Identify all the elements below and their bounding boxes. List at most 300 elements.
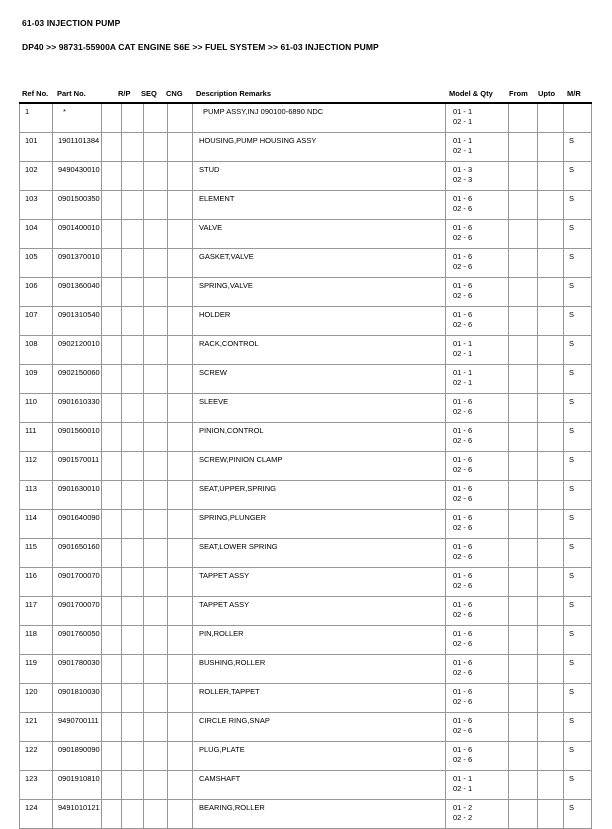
description-cell: ROLLER,TAPPET bbox=[193, 684, 446, 713]
model-qty-line: 02 - 1 bbox=[453, 378, 473, 387]
model-qty-cell bbox=[446, 452, 509, 481]
blank-cell bbox=[102, 597, 122, 626]
model-qty-line: 01 - 1 bbox=[453, 368, 473, 377]
model-qty-line: 01 - 6 bbox=[453, 629, 473, 638]
upto-cell bbox=[538, 191, 564, 220]
part-no-cell: 0902120010 bbox=[53, 336, 102, 365]
from-cell bbox=[509, 742, 538, 771]
table-row bbox=[20, 568, 592, 597]
rp-cell bbox=[122, 191, 144, 220]
table-row bbox=[20, 771, 592, 800]
blank-cell bbox=[102, 278, 122, 307]
model-qty-cell bbox=[446, 510, 509, 539]
cng-cell bbox=[168, 452, 193, 481]
from-cell bbox=[509, 655, 538, 684]
model-qty-cell bbox=[446, 278, 509, 307]
rp-cell bbox=[122, 103, 144, 133]
blank-cell bbox=[102, 307, 122, 336]
model-qty-line: 01 - 6 bbox=[453, 658, 473, 667]
part-no-cell: 0901760050 bbox=[53, 626, 102, 655]
ref-no-cell: 108 bbox=[20, 336, 53, 365]
description-cell: SCREW,PINION CLAMP bbox=[193, 452, 446, 481]
seq-cell bbox=[144, 481, 168, 510]
part-no-cell: 0901310540 bbox=[53, 307, 102, 336]
seq-cell bbox=[144, 394, 168, 423]
from-cell bbox=[509, 597, 538, 626]
ref-no-cell: 110 bbox=[20, 394, 53, 423]
mr-cell: S bbox=[564, 191, 592, 220]
model-qty-line: 02 - 6 bbox=[453, 465, 473, 474]
table-row bbox=[20, 191, 592, 220]
blank-cell bbox=[102, 568, 122, 597]
rp-cell bbox=[122, 220, 144, 249]
ref-no-cell: 122 bbox=[20, 742, 53, 771]
rp-cell bbox=[122, 133, 144, 162]
part-no-cell: 0901400010 bbox=[53, 220, 102, 249]
model-qty-line: 02 - 6 bbox=[453, 291, 473, 300]
part-no-cell: 0901370010 bbox=[53, 249, 102, 278]
description-cell: TAPPET ASSY bbox=[193, 597, 446, 626]
model-qty-cell bbox=[446, 249, 509, 278]
rp-cell bbox=[122, 597, 144, 626]
cng-cell bbox=[168, 626, 193, 655]
part-no-cell: 0901650160 bbox=[53, 539, 102, 568]
mr-cell: S bbox=[564, 568, 592, 597]
cng-cell bbox=[168, 713, 193, 742]
ref-no-cell: 102 bbox=[20, 162, 53, 191]
model-qty-line: 01 - 2 bbox=[453, 803, 473, 812]
model-qty-cell bbox=[446, 162, 509, 191]
from-cell bbox=[509, 162, 538, 191]
mr-cell: S bbox=[564, 220, 592, 249]
model-qty-cell bbox=[446, 191, 509, 220]
model-qty-cell bbox=[446, 423, 509, 452]
cng-cell bbox=[168, 220, 193, 249]
table-row bbox=[20, 539, 592, 568]
model-qty-cell bbox=[446, 394, 509, 423]
from-cell bbox=[509, 452, 538, 481]
part-no-cell: * bbox=[53, 103, 102, 133]
ref-no-cell: 112 bbox=[20, 452, 53, 481]
upto-cell bbox=[538, 713, 564, 742]
ref-no-cell: 123 bbox=[20, 771, 53, 800]
part-no-cell: 1901101384 bbox=[53, 133, 102, 162]
ref-no-cell: 124 bbox=[20, 800, 53, 829]
model-qty-line: 02 - 1 bbox=[453, 784, 473, 793]
page-title: 61-03 INJECTION PUMP bbox=[22, 18, 121, 28]
part-no-cell: 0901570011 bbox=[53, 452, 102, 481]
seq-cell bbox=[144, 452, 168, 481]
mr-cell bbox=[564, 103, 592, 133]
upto-cell bbox=[538, 278, 564, 307]
table-row bbox=[20, 133, 592, 162]
cng-cell bbox=[168, 249, 193, 278]
cng-cell bbox=[168, 597, 193, 626]
upto-cell bbox=[538, 742, 564, 771]
seq-cell bbox=[144, 249, 168, 278]
cng-cell bbox=[168, 800, 193, 829]
model-qty-line: 01 - 6 bbox=[453, 455, 473, 464]
part-no-cell: 0901890090 bbox=[53, 742, 102, 771]
blank-cell bbox=[102, 481, 122, 510]
from-cell bbox=[509, 278, 538, 307]
seq-cell bbox=[144, 191, 168, 220]
part-no-cell: 0901700070 bbox=[53, 568, 102, 597]
seq-cell bbox=[144, 336, 168, 365]
ref-no-cell: 101 bbox=[20, 133, 53, 162]
column-header-upto: Upto bbox=[538, 89, 556, 98]
upto-cell bbox=[538, 307, 564, 336]
rp-cell bbox=[122, 771, 144, 800]
seq-cell bbox=[144, 539, 168, 568]
upto-cell bbox=[538, 800, 564, 829]
model-qty-line: 02 - 6 bbox=[453, 755, 473, 764]
cng-cell bbox=[168, 162, 193, 191]
description-cell: SCREW bbox=[193, 365, 446, 394]
rp-cell bbox=[122, 684, 144, 713]
blank-cell bbox=[102, 394, 122, 423]
model-qty-line: 02 - 6 bbox=[453, 494, 473, 503]
blank-cell bbox=[102, 423, 122, 452]
model-qty-line: 01 - 1 bbox=[453, 774, 473, 783]
mr-cell: S bbox=[564, 800, 592, 829]
model-qty-line: 01 - 6 bbox=[453, 600, 473, 609]
table-row bbox=[20, 249, 592, 278]
table-column-headers bbox=[0, 89, 612, 101]
blank-cell bbox=[102, 452, 122, 481]
model-qty-line: 02 - 6 bbox=[453, 697, 473, 706]
seq-cell bbox=[144, 626, 168, 655]
table-row bbox=[20, 742, 592, 771]
seq-cell bbox=[144, 655, 168, 684]
model-qty-line: 02 - 6 bbox=[453, 436, 473, 445]
mr-cell: S bbox=[564, 133, 592, 162]
cng-cell bbox=[168, 278, 193, 307]
rp-cell bbox=[122, 423, 144, 452]
seq-cell bbox=[144, 103, 168, 133]
ref-no-cell: 1 bbox=[20, 103, 53, 133]
blank-cell bbox=[102, 510, 122, 539]
seq-cell bbox=[144, 771, 168, 800]
model-qty-line: 01 - 6 bbox=[453, 571, 473, 580]
seq-cell bbox=[144, 597, 168, 626]
rp-cell bbox=[122, 481, 144, 510]
model-qty-line: 02 - 6 bbox=[453, 639, 473, 648]
part-no-cell: 0901360040 bbox=[53, 278, 102, 307]
description-cell: PUMP ASSY,INJ 090100-6890 NDC bbox=[193, 103, 446, 133]
ref-no-cell: 115 bbox=[20, 539, 53, 568]
part-no-cell: 0901780030 bbox=[53, 655, 102, 684]
from-cell bbox=[509, 481, 538, 510]
part-no-cell: 9490430010 bbox=[53, 162, 102, 191]
model-qty-cell bbox=[446, 800, 509, 829]
column-header-model-qty: Model & Qty bbox=[449, 89, 493, 98]
model-qty-line: 02 - 6 bbox=[453, 610, 473, 619]
description-cell: SLEEVE bbox=[193, 394, 446, 423]
model-qty-cell bbox=[446, 771, 509, 800]
rp-cell bbox=[122, 539, 144, 568]
description-cell: HOLDER bbox=[193, 307, 446, 336]
model-qty-line: 02 - 6 bbox=[453, 407, 473, 416]
rp-cell bbox=[122, 278, 144, 307]
seq-cell bbox=[144, 684, 168, 713]
column-header-cng: CNG bbox=[166, 89, 183, 98]
ref-no-cell: 113 bbox=[20, 481, 53, 510]
cng-cell bbox=[168, 365, 193, 394]
cng-cell bbox=[168, 742, 193, 771]
from-cell bbox=[509, 249, 538, 278]
part-no-cell: 9491010121 bbox=[53, 800, 102, 829]
ref-no-cell: 109 bbox=[20, 365, 53, 394]
description-cell: ELEMENT bbox=[193, 191, 446, 220]
mr-cell: S bbox=[564, 539, 592, 568]
model-qty-line: 01 - 6 bbox=[453, 397, 473, 406]
seq-cell bbox=[144, 365, 168, 394]
model-qty-line: 01 - 6 bbox=[453, 745, 473, 754]
parts-table-body bbox=[20, 103, 592, 829]
model-qty-cell bbox=[446, 220, 509, 249]
cng-cell bbox=[168, 423, 193, 452]
upto-cell bbox=[538, 103, 564, 133]
table-row bbox=[20, 103, 592, 133]
table-row bbox=[20, 684, 592, 713]
ref-no-cell: 104 bbox=[20, 220, 53, 249]
from-cell bbox=[509, 568, 538, 597]
table-row bbox=[20, 394, 592, 423]
part-no-cell: 0901560010 bbox=[53, 423, 102, 452]
model-qty-line: 02 - 6 bbox=[453, 668, 473, 677]
seq-cell bbox=[144, 220, 168, 249]
model-qty-line: 02 - 6 bbox=[453, 320, 473, 329]
model-qty-line: 01 - 6 bbox=[453, 281, 473, 290]
upto-cell bbox=[538, 568, 564, 597]
description-cell: CIRCLE RING,SNAP bbox=[193, 713, 446, 742]
from-cell bbox=[509, 103, 538, 133]
model-qty-line: 01 - 1 bbox=[453, 107, 473, 116]
rp-cell bbox=[122, 742, 144, 771]
rp-cell bbox=[122, 655, 144, 684]
seq-cell bbox=[144, 162, 168, 191]
upto-cell bbox=[538, 452, 564, 481]
table-row bbox=[20, 510, 592, 539]
cng-cell bbox=[168, 394, 193, 423]
description-cell: SEAT,UPPER,SPRING bbox=[193, 481, 446, 510]
mr-cell: S bbox=[564, 278, 592, 307]
blank-cell bbox=[102, 655, 122, 684]
model-qty-line: 01 - 6 bbox=[453, 687, 473, 696]
model-qty-cell bbox=[446, 568, 509, 597]
description-cell: TAPPET ASSY bbox=[193, 568, 446, 597]
part-no-cell: 0901630010 bbox=[53, 481, 102, 510]
model-qty-cell bbox=[446, 742, 509, 771]
upto-cell bbox=[538, 626, 564, 655]
table-row bbox=[20, 162, 592, 191]
from-cell bbox=[509, 771, 538, 800]
blank-cell bbox=[102, 191, 122, 220]
description-cell: PLUG,PLATE bbox=[193, 742, 446, 771]
seq-cell bbox=[144, 278, 168, 307]
description-cell: CAMSHAFT bbox=[193, 771, 446, 800]
upto-cell bbox=[538, 510, 564, 539]
ref-no-cell: 103 bbox=[20, 191, 53, 220]
model-qty-line: 02 - 3 bbox=[453, 175, 473, 184]
column-header-seq: SEQ bbox=[141, 89, 157, 98]
model-qty-line: 02 - 1 bbox=[453, 146, 473, 155]
seq-cell bbox=[144, 133, 168, 162]
from-cell bbox=[509, 336, 538, 365]
cng-cell bbox=[168, 191, 193, 220]
blank-cell bbox=[102, 162, 122, 191]
seq-cell bbox=[144, 800, 168, 829]
ref-no-cell: 121 bbox=[20, 713, 53, 742]
blank-cell bbox=[102, 336, 122, 365]
column-header-description: Description Remarks bbox=[196, 89, 272, 98]
ref-no-cell: 106 bbox=[20, 278, 53, 307]
blank-cell bbox=[102, 684, 122, 713]
upto-cell bbox=[538, 771, 564, 800]
mr-cell: S bbox=[564, 713, 592, 742]
table-row bbox=[20, 423, 592, 452]
upto-cell bbox=[538, 655, 564, 684]
table-row bbox=[20, 278, 592, 307]
model-qty-line: 01 - 6 bbox=[453, 426, 473, 435]
model-qty-line: 01 - 6 bbox=[453, 223, 473, 232]
upto-cell bbox=[538, 539, 564, 568]
part-no-cell: 0902150060 bbox=[53, 365, 102, 394]
blank-cell bbox=[102, 713, 122, 742]
from-cell bbox=[509, 539, 538, 568]
part-no-cell: 0901640090 bbox=[53, 510, 102, 539]
upto-cell bbox=[538, 220, 564, 249]
rp-cell bbox=[122, 713, 144, 742]
rp-cell bbox=[122, 249, 144, 278]
blank-cell bbox=[102, 365, 122, 394]
model-qty-line: 01 - 6 bbox=[453, 252, 473, 261]
rp-cell bbox=[122, 365, 144, 394]
mr-cell: S bbox=[564, 771, 592, 800]
description-cell: HOUSING,PUMP HOUSING ASSY bbox=[193, 133, 446, 162]
breadcrumb: DP40 >> 98731-55900A CAT ENGINE S6E >> FUEL SYSTEM >> 61-03 INJECTION PUMP bbox=[22, 42, 379, 52]
part-no-cell: 0901500350 bbox=[53, 191, 102, 220]
from-cell bbox=[509, 191, 538, 220]
mr-cell: S bbox=[564, 307, 592, 336]
blank-cell bbox=[102, 103, 122, 133]
upto-cell bbox=[538, 597, 564, 626]
model-qty-line: 01 - 1 bbox=[453, 339, 473, 348]
cng-cell bbox=[168, 307, 193, 336]
description-cell: PIN,ROLLER bbox=[193, 626, 446, 655]
table-row bbox=[20, 713, 592, 742]
ref-no-cell: 117 bbox=[20, 597, 53, 626]
blank-cell bbox=[102, 249, 122, 278]
part-no-cell: 0901810030 bbox=[53, 684, 102, 713]
table-row bbox=[20, 481, 592, 510]
upto-cell bbox=[538, 133, 564, 162]
description-cell: SPRING,VALVE bbox=[193, 278, 446, 307]
description-cell: PINION,CONTROL bbox=[193, 423, 446, 452]
description-cell: GASKET,VALVE bbox=[193, 249, 446, 278]
table-row bbox=[20, 220, 592, 249]
mr-cell: S bbox=[564, 510, 592, 539]
mr-cell: S bbox=[564, 597, 592, 626]
description-cell: BUSHING,ROLLER bbox=[193, 655, 446, 684]
upto-cell bbox=[538, 162, 564, 191]
model-qty-line: 01 - 6 bbox=[453, 194, 473, 203]
seq-cell bbox=[144, 568, 168, 597]
ref-no-cell: 114 bbox=[20, 510, 53, 539]
column-header-rp: R/P bbox=[118, 89, 131, 98]
table-row bbox=[20, 800, 592, 829]
rp-cell bbox=[122, 162, 144, 191]
table-row bbox=[20, 655, 592, 684]
cng-cell bbox=[168, 133, 193, 162]
table-row bbox=[20, 597, 592, 626]
rp-cell bbox=[122, 307, 144, 336]
model-qty-line: 02 - 1 bbox=[453, 117, 473, 126]
model-qty-line: 02 - 6 bbox=[453, 204, 473, 213]
blank-cell bbox=[102, 220, 122, 249]
ref-no-cell: 107 bbox=[20, 307, 53, 336]
mr-cell: S bbox=[564, 452, 592, 481]
seq-cell bbox=[144, 307, 168, 336]
cng-cell bbox=[168, 568, 193, 597]
model-qty-line: 02 - 6 bbox=[453, 523, 473, 532]
rp-cell bbox=[122, 800, 144, 829]
mr-cell: S bbox=[564, 365, 592, 394]
model-qty-line: 01 - 1 bbox=[453, 136, 473, 145]
table-row bbox=[20, 626, 592, 655]
upto-cell bbox=[538, 249, 564, 278]
model-qty-line: 01 - 3 bbox=[453, 165, 473, 174]
part-no-cell: 9490700111 bbox=[53, 713, 102, 742]
from-cell bbox=[509, 220, 538, 249]
model-qty-cell bbox=[446, 626, 509, 655]
from-cell bbox=[509, 684, 538, 713]
upto-cell bbox=[538, 684, 564, 713]
model-qty-cell bbox=[446, 336, 509, 365]
model-qty-line: 02 - 6 bbox=[453, 233, 473, 242]
table-row bbox=[20, 452, 592, 481]
mr-cell: S bbox=[564, 336, 592, 365]
column-header-from: From bbox=[509, 89, 528, 98]
description-cell: BEARING,ROLLER bbox=[193, 800, 446, 829]
parts-table bbox=[19, 102, 592, 829]
description-cell: RACK,CONTROL bbox=[193, 336, 446, 365]
column-header-mr: M/R bbox=[567, 89, 581, 98]
model-qty-cell bbox=[446, 103, 509, 133]
description-cell: STUD bbox=[193, 162, 446, 191]
model-qty-line: 02 - 6 bbox=[453, 262, 473, 271]
ref-no-cell: 111 bbox=[20, 423, 53, 452]
model-qty-line: 01 - 6 bbox=[453, 310, 473, 319]
blank-cell bbox=[102, 742, 122, 771]
ref-no-cell: 105 bbox=[20, 249, 53, 278]
description-cell: VALVE bbox=[193, 220, 446, 249]
mr-cell: S bbox=[564, 684, 592, 713]
part-no-cell: 0901610330 bbox=[53, 394, 102, 423]
upto-cell bbox=[538, 394, 564, 423]
cng-cell bbox=[168, 684, 193, 713]
ref-no-cell: 118 bbox=[20, 626, 53, 655]
model-qty-line: 02 - 6 bbox=[453, 552, 473, 561]
model-qty-line: 02 - 6 bbox=[453, 726, 473, 735]
model-qty-cell bbox=[446, 597, 509, 626]
model-qty-line: 01 - 6 bbox=[453, 513, 473, 522]
blank-cell bbox=[102, 800, 122, 829]
cng-cell bbox=[168, 336, 193, 365]
cng-cell bbox=[168, 481, 193, 510]
seq-cell bbox=[144, 510, 168, 539]
